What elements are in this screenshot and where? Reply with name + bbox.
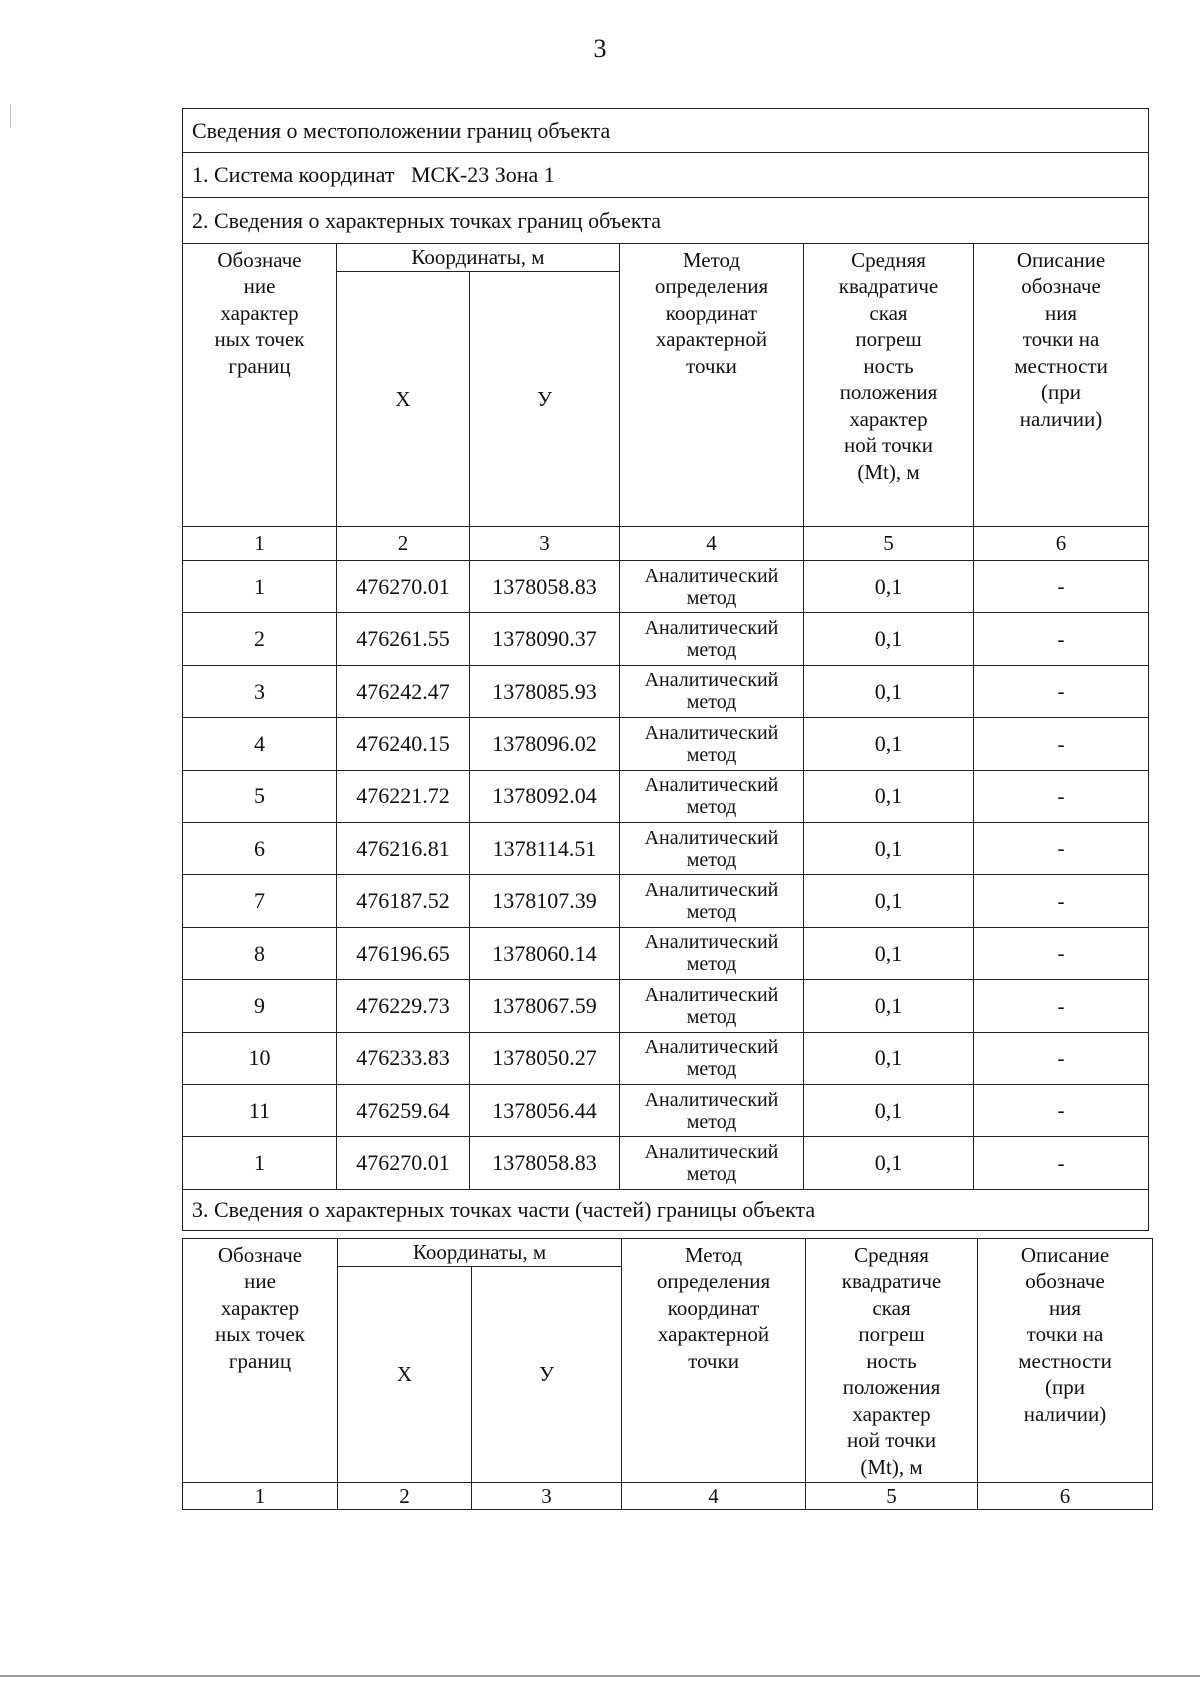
page-number: 3 bbox=[593, 34, 607, 63]
column-number: 1 bbox=[183, 1483, 338, 1510]
mt-cell: 0,1 bbox=[804, 770, 974, 822]
point-id-cell: 1 bbox=[183, 561, 337, 613]
method-line: Аналитический bbox=[644, 721, 779, 744]
description-cell: - bbox=[974, 718, 1149, 770]
table-row bbox=[183, 822, 1149, 874]
header-error bbox=[804, 244, 974, 527]
header-line: Описание bbox=[1016, 248, 1106, 272]
method-line: Аналитический bbox=[644, 774, 779, 797]
method-line: метод bbox=[686, 691, 737, 714]
method-cell bbox=[620, 927, 804, 979]
method-cell bbox=[620, 1084, 804, 1136]
header-line: ние bbox=[243, 274, 276, 299]
point-id-cell: 11 bbox=[183, 1084, 337, 1136]
header-line: координат bbox=[667, 1295, 760, 1320]
x-coordinate-cell: 476229.73 bbox=[337, 980, 470, 1032]
method-line: Аналитический bbox=[644, 669, 779, 692]
method-line: метод bbox=[686, 743, 737, 766]
x-coordinate-cell: 476270.01 bbox=[337, 561, 470, 613]
header-line: ская bbox=[869, 300, 908, 325]
coordinate-system-row bbox=[183, 153, 1149, 198]
section-3-title: 3. Сведения о характерных точках части (частей) границы объекта bbox=[183, 1189, 1149, 1230]
header-line: ния bbox=[1044, 300, 1078, 325]
column-number: 2 bbox=[338, 1483, 472, 1510]
scan-mark bbox=[10, 104, 11, 128]
mt-cell: 0,1 bbox=[804, 1084, 974, 1136]
method-cell bbox=[620, 770, 804, 822]
table-row bbox=[183, 875, 1149, 927]
header-line: ных точек bbox=[214, 1322, 306, 1347]
header-line: Метод bbox=[682, 248, 741, 272]
header-line: положения bbox=[839, 380, 938, 405]
header-line: ность bbox=[863, 353, 914, 378]
header-line: определения bbox=[656, 1269, 771, 1294]
points-body bbox=[183, 561, 1149, 1190]
header-line: характер bbox=[852, 1401, 931, 1426]
point-id-cell: 4 bbox=[183, 718, 337, 770]
point-id-cell: 9 bbox=[183, 980, 337, 1032]
x-coordinate-cell: 476196.65 bbox=[337, 927, 470, 979]
description-cell: - bbox=[974, 770, 1149, 822]
x-coordinate-cell: 476270.01 bbox=[337, 1137, 470, 1189]
y-coordinate-cell: 1378058.83 bbox=[470, 561, 620, 613]
header-line: наличии) bbox=[1023, 1401, 1107, 1426]
point-id-cell: 5 bbox=[183, 770, 337, 822]
table-row bbox=[183, 718, 1149, 770]
x-coordinate-cell: 476187.52 bbox=[337, 875, 470, 927]
mt-cell: 0,1 bbox=[804, 875, 974, 927]
x-coordinate-cell: 476242.47 bbox=[337, 665, 470, 717]
description-cell: - bbox=[974, 927, 1149, 979]
header-line: ность bbox=[866, 1348, 917, 1373]
header-line: точки bbox=[686, 353, 737, 378]
method-cell bbox=[620, 613, 804, 665]
header-method bbox=[622, 1239, 806, 1483]
header-line: местности bbox=[1014, 353, 1108, 378]
method-line: метод bbox=[686, 796, 737, 819]
y-coordinate-cell: 1378067.59 bbox=[470, 980, 620, 1032]
header-line: ных точек bbox=[214, 327, 305, 352]
method-cell bbox=[620, 1137, 804, 1189]
method-cell bbox=[620, 665, 804, 717]
point-id-cell: 7 bbox=[183, 875, 337, 927]
column-numbers-row bbox=[183, 527, 1149, 561]
header-line: положения bbox=[842, 1375, 941, 1400]
mt-cell: 0,1 bbox=[804, 822, 974, 874]
method-line: Аналитический bbox=[644, 617, 779, 640]
header-line: Средняя bbox=[851, 248, 926, 272]
column-number: 5 bbox=[806, 1483, 978, 1510]
table-row bbox=[183, 561, 1149, 613]
header-line: характер bbox=[849, 406, 928, 431]
header-line: местности bbox=[1018, 1348, 1112, 1373]
y-coordinate-cell: 1378060.14 bbox=[470, 927, 620, 979]
method-line: метод bbox=[686, 586, 737, 609]
y-coordinate-cell: 1378056.44 bbox=[470, 1084, 620, 1136]
method-line: метод bbox=[686, 1005, 737, 1028]
description-cell: - bbox=[974, 613, 1149, 665]
header-line: квадратиче bbox=[838, 274, 939, 299]
method-line: Аналитический bbox=[644, 1088, 779, 1111]
point-id-cell: 6 bbox=[183, 822, 337, 874]
table-row bbox=[183, 927, 1149, 979]
header-line: определения bbox=[654, 274, 769, 299]
point-id-cell: 1 bbox=[183, 1137, 337, 1189]
header-line: обозначе bbox=[1021, 274, 1101, 299]
header-line: характерной bbox=[657, 1322, 770, 1347]
header-line: Метод bbox=[684, 1243, 743, 1267]
description-cell: - bbox=[974, 1137, 1149, 1189]
part-boundary-points-table bbox=[182, 1238, 1153, 1510]
y-coordinate-cell: 1378085.93 bbox=[470, 665, 620, 717]
method-cell bbox=[620, 875, 804, 927]
header-method bbox=[620, 244, 804, 527]
header-line: характерной bbox=[655, 327, 768, 352]
column-number: 1 bbox=[183, 527, 337, 561]
y-coordinate-cell: 1378050.27 bbox=[470, 1032, 620, 1084]
boundary-points-table bbox=[182, 108, 1149, 1231]
header-line: точки на bbox=[1026, 1322, 1104, 1347]
point-id-cell: 3 bbox=[183, 665, 337, 717]
method-line: метод bbox=[686, 1058, 737, 1081]
method-line: Аналитический bbox=[644, 931, 779, 954]
table-row bbox=[183, 1032, 1149, 1084]
y-coordinate-cell: 1378058.83 bbox=[470, 1137, 620, 1189]
header-error bbox=[806, 1239, 978, 1483]
y-coordinate-cell: 1378107.39 bbox=[470, 875, 620, 927]
x-coordinate-cell: 476221.72 bbox=[337, 770, 470, 822]
table-row bbox=[183, 1137, 1149, 1189]
point-id-cell: 8 bbox=[183, 927, 337, 979]
header-line: ние bbox=[244, 1269, 276, 1294]
x-coordinate-cell: 476233.83 bbox=[337, 1032, 470, 1084]
coordinate-system-value: МСК-23 Зона 1 bbox=[410, 162, 555, 188]
column-number: 5 bbox=[804, 527, 974, 561]
header-coordinates: Координаты, м bbox=[338, 1239, 622, 1267]
column-number: 3 bbox=[470, 527, 620, 561]
method-line: метод bbox=[686, 639, 737, 662]
column-numbers-row bbox=[183, 1483, 1153, 1510]
point-id-cell: 2 bbox=[183, 613, 337, 665]
table-row bbox=[183, 980, 1149, 1032]
description-cell: - bbox=[974, 665, 1149, 717]
method-line: метод bbox=[686, 901, 737, 924]
header-line: (при bbox=[1041, 380, 1082, 405]
header-line: (Mt), м bbox=[857, 459, 920, 484]
header-y: У bbox=[472, 1267, 622, 1483]
header-line: характер bbox=[220, 300, 299, 325]
description-cell: - bbox=[974, 1032, 1149, 1084]
column-number: 4 bbox=[620, 527, 804, 561]
header-line: наличии) bbox=[1019, 406, 1103, 431]
method-line: Аналитический bbox=[644, 1036, 779, 1059]
coordinate-system-label: 1. Система координат bbox=[192, 162, 395, 188]
table-row bbox=[183, 665, 1149, 717]
x-coordinate-cell: 476216.81 bbox=[337, 822, 470, 874]
header-designation bbox=[183, 1239, 338, 1483]
header-line: Описание bbox=[1020, 1243, 1110, 1267]
header-line: ния bbox=[1048, 1295, 1082, 1320]
header-description bbox=[978, 1239, 1153, 1483]
x-coordinate-cell: 476240.15 bbox=[337, 718, 470, 770]
y-coordinate-cell: 1378092.04 bbox=[470, 770, 620, 822]
table-row bbox=[183, 770, 1149, 822]
header-line: Обозначе bbox=[217, 1243, 303, 1267]
y-coordinate-cell: 1378090.37 bbox=[470, 613, 620, 665]
header-line: границ bbox=[228, 1348, 292, 1373]
header-coordinates: Координаты, м bbox=[337, 244, 620, 272]
point-id-cell: 10 bbox=[183, 1032, 337, 1084]
column-number: 3 bbox=[472, 1483, 622, 1510]
header-line: точки на bbox=[1022, 327, 1100, 352]
header-line: (Mt), м bbox=[860, 1454, 923, 1479]
header-line: точки bbox=[688, 1348, 739, 1373]
mt-cell: 0,1 bbox=[804, 1137, 974, 1189]
mt-cell: 0,1 bbox=[804, 718, 974, 770]
method-line: метод bbox=[686, 1110, 737, 1133]
header-line: координат bbox=[665, 300, 758, 325]
mt-cell: 0,1 bbox=[804, 613, 974, 665]
method-line: Аналитический bbox=[644, 1140, 779, 1163]
header-line: обозначе bbox=[1025, 1269, 1105, 1294]
header-line: (при bbox=[1045, 1375, 1085, 1400]
header-line: погреш bbox=[855, 327, 922, 352]
header-line: ной точки bbox=[843, 433, 934, 458]
column-number: 2 bbox=[337, 527, 470, 561]
section-header: Сведения о местоположении границ объекта bbox=[183, 109, 1149, 153]
bottom-rule bbox=[0, 1675, 1200, 1677]
y-coordinate-cell: 1378096.02 bbox=[470, 718, 620, 770]
header-line: ская bbox=[872, 1295, 911, 1320]
header-line: границ bbox=[228, 353, 291, 378]
method-cell bbox=[620, 718, 804, 770]
header-x: Х bbox=[337, 272, 470, 527]
table-row bbox=[183, 613, 1149, 665]
table-row bbox=[183, 1084, 1149, 1136]
description-cell: - bbox=[974, 980, 1149, 1032]
mt-cell: 0,1 bbox=[804, 927, 974, 979]
header-x: Х bbox=[338, 1267, 472, 1483]
column-number: 6 bbox=[978, 1483, 1153, 1510]
header-description bbox=[974, 244, 1149, 527]
header-designation bbox=[183, 244, 337, 527]
method-cell bbox=[620, 980, 804, 1032]
method-line: Аналитический bbox=[644, 879, 779, 902]
method-line: Аналитический bbox=[644, 826, 779, 849]
mt-cell: 0,1 bbox=[804, 665, 974, 717]
method-cell bbox=[620, 1032, 804, 1084]
header-line: Обозначе bbox=[217, 248, 302, 272]
method-cell bbox=[620, 822, 804, 874]
header-line: ной точки bbox=[846, 1428, 937, 1453]
x-coordinate-cell: 476261.55 bbox=[337, 613, 470, 665]
y-coordinate-cell: 1378114.51 bbox=[470, 822, 620, 874]
method-line: метод bbox=[686, 1162, 737, 1185]
header-line: квадратиче bbox=[841, 1269, 942, 1294]
method-line: Аналитический bbox=[644, 564, 779, 587]
method-cell bbox=[620, 561, 804, 613]
description-cell: - bbox=[974, 561, 1149, 613]
method-line: Аналитический bbox=[644, 983, 779, 1006]
description-cell: - bbox=[974, 875, 1149, 927]
mt-cell: 0,1 bbox=[804, 561, 974, 613]
column-number: 6 bbox=[974, 527, 1149, 561]
description-cell: - bbox=[974, 1084, 1149, 1136]
header-line: характер bbox=[220, 1295, 300, 1320]
method-line: метод bbox=[686, 848, 737, 871]
header-line: Средняя bbox=[854, 1243, 929, 1267]
section-2-title: 2. Сведения о характерных точках границ объекта bbox=[183, 198, 1149, 244]
header-y: У bbox=[470, 272, 620, 527]
method-line: метод bbox=[686, 953, 737, 976]
mt-cell: 0,1 bbox=[804, 1032, 974, 1084]
x-coordinate-cell: 476259.64 bbox=[337, 1084, 470, 1136]
column-number: 4 bbox=[622, 1483, 806, 1510]
description-cell: - bbox=[974, 822, 1149, 874]
header-line: погреш bbox=[858, 1322, 925, 1347]
mt-cell: 0,1 bbox=[804, 980, 974, 1032]
